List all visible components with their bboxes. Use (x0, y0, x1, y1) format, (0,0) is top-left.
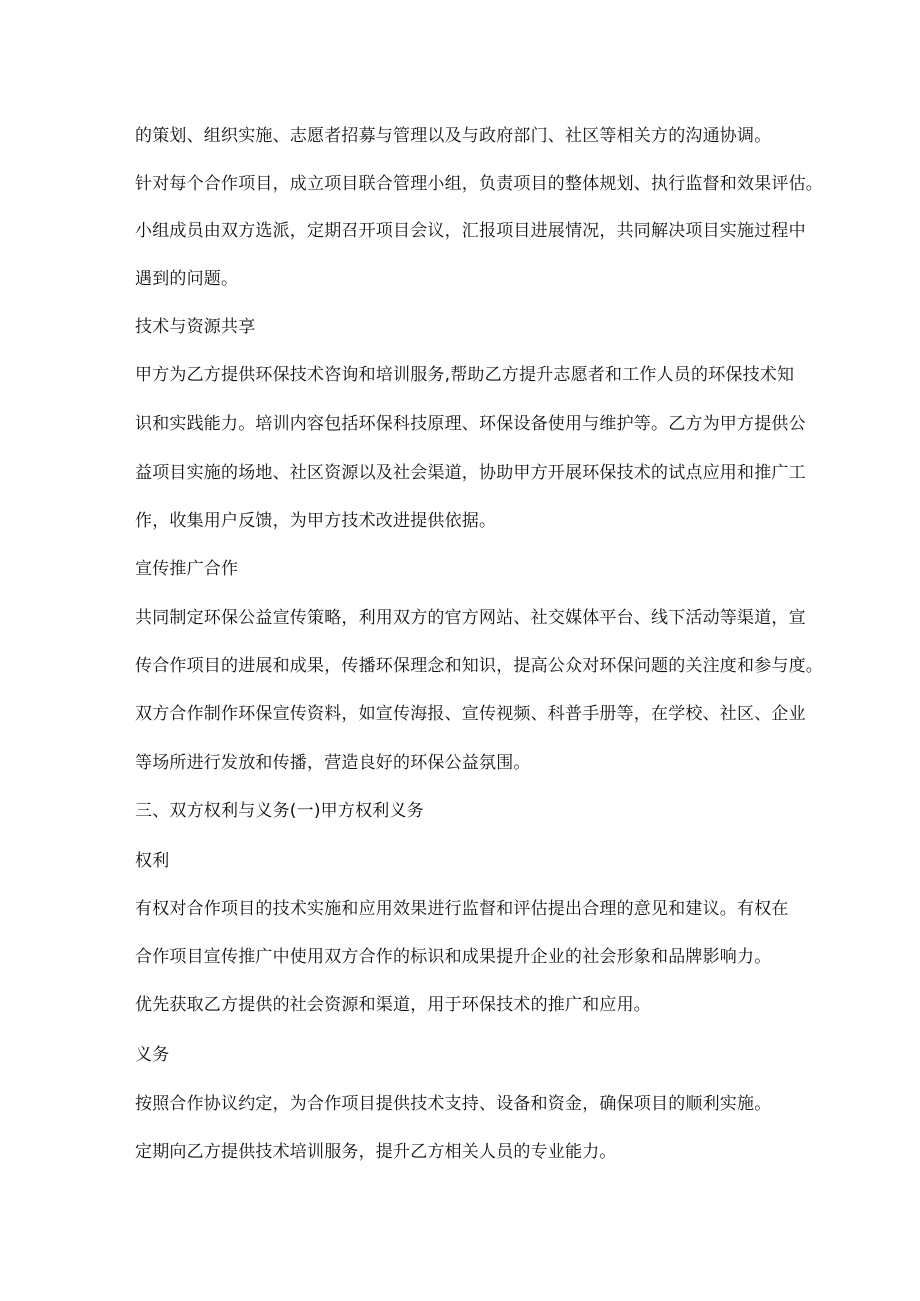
text-line: 定期向乙方提供技术培训服务，提升乙方相关人员的专业能力。 (135, 1142, 617, 1162)
text-line: 作，收集用户反馈，为甲方技术改进提供依据。 (135, 511, 497, 531)
section-heading: 技术与资源共享 (135, 317, 256, 337)
text-line: 遇到的问题。 (135, 269, 239, 289)
text-line: 双方合作制作环保宣传资料，如宣传海报、宣传视频、科普手册等，在学校、社区、企业 (135, 704, 806, 724)
text-line: 针对每个合作项目，成立项目联合管理小组，负责项目的整体规划、执行监督和效果评估。 (135, 174, 823, 194)
text-line: 甲方为乙方提供环保技术咨询和培训服务,帮助乙方提升志愿者和工作人员的环保技术知 (135, 365, 795, 385)
section-heading: 三、双方权利与义务(一)甲方权利义务 (135, 801, 424, 821)
text-line: 的策划、组织实施、志愿者招募与管理以及与政府部门、社区等相关方的沟通协调。 (135, 126, 772, 146)
text-line: 优先获取乙方提供的社会资源和渠道，用于环保技术的推广和应用。 (135, 995, 651, 1015)
section-heading: 宣传推广合作 (135, 559, 239, 579)
section-heading: 义务 (135, 1045, 170, 1065)
text-line: 小组成员由双方选派，定期召开项目会议，汇报项目进展情况，共同解决项目实施过程中 (135, 221, 806, 241)
text-line: 按照合作协议约定，为合作项目提供技术支持、设备和资金，确保项目的顺利实施。 (135, 1094, 772, 1114)
text-line: 共同制定环保公益宣传策略，利用双方的官方网站、社交媒体平台、线下活动等渠道，宣 (135, 608, 806, 628)
text-line: 合作项目宣传推广中使用双方合作的标识和成果提升企业的社会形象和品牌影响力。 (135, 947, 772, 967)
text-line: 识和实践能力。培训内容包括环保科技原理、环保设备使用与维护等。乙方为甲方提供公 (135, 414, 806, 434)
section-heading: 权利 (135, 851, 170, 871)
text-line: 益项目实施的场地、社区资源以及社会渠道，协助甲方开展环保技术的试点应用和推广工 (135, 463, 806, 483)
text-line: 有权对合作项目的技术实施和应用效果进行监督和评估提出合理的意见和建议。有权在 (135, 899, 789, 919)
text-line: 传合作项目的进展和成果，传播环保理念和知识，提高公众对环保问题的关注度和参与度。 (135, 656, 823, 676)
text-line: 等场所进行发放和传播，营造良好的环保公益氛围。 (135, 753, 531, 773)
